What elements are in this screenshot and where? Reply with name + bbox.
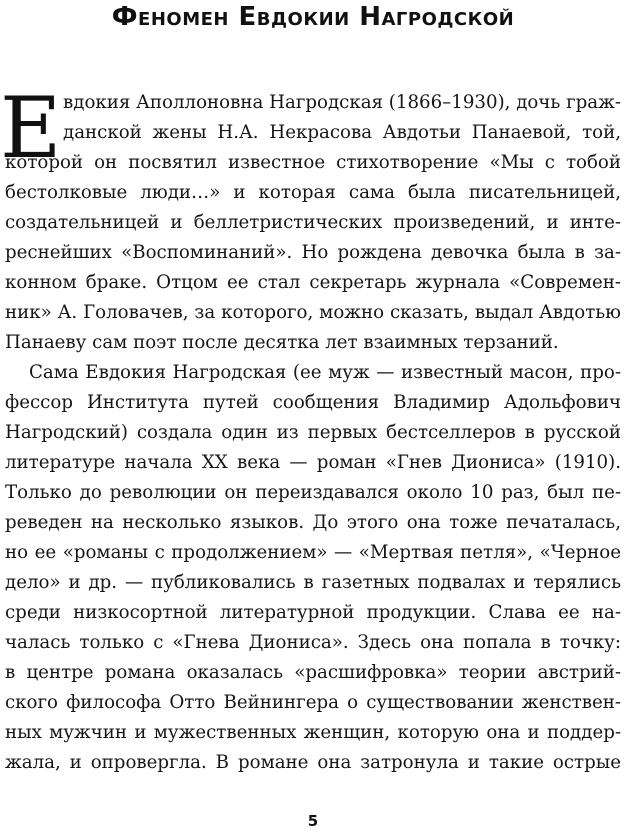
text-line: Сама Евдокия Нагродская (ее муж — известный масон, про- [29,362,621,383]
text-line: Нагродский) создала один из первых бестселлеров в русской [5,422,621,443]
text-line: чалась только с «Гнева Диониса». Здесь она попала в точку: [5,632,621,653]
text-line: ник» А. Головачев, за которого, можно сказать, выдал Авдотью [5,302,621,323]
text-line: ского философа Отто Вейнингера о существовании женствен- [5,692,621,713]
text-line: реснейших «Воспоминаний». Но рождена девочка была в за- [5,242,621,263]
page-number: 5 [307,812,319,830]
text-line: реведен на несколько языков. До этого она тоже печаталась, [5,512,621,533]
chapter-title: Феномен Евдокии Нагродской [111,2,515,32]
text-line: жала, и опровергла. В романе она затронула и такие острые [5,752,621,773]
drop-cap: Е [0,79,62,177]
text-line: среди низкосортной литературной продукции. Слава ее на- [5,602,621,623]
text-line: бестолковые люди…» и которая сама была писательницей, [5,182,621,203]
text-line: в центре романа оказалась «расшифровка» теории австрий- [5,662,621,683]
text-line: вдокия Аполлоновна Нагродская (1866–1930), дочь граж- [63,92,621,113]
text-line: фессор Института путей сообщения Владимир Адольфович [5,392,621,413]
text-line: данской жены Н.А. Некрасова Авдотьи Панаевой, той, [63,122,621,143]
paragraph-1 [5,88,621,358]
text-line: но ее «романы с продолжением» — «Мертвая петля», «Черное [5,542,621,563]
text-line: литературе начала XX века — роман «Гнев Диониса» (1910). [5,452,621,473]
text-line: Панаеву сам поэт после десятка лет взаимных терзаний. [5,332,559,353]
text-line: Только до революции он переиздавался около 10 раз, был пе- [5,482,621,503]
text-line: создательницей и беллетристических произведений, и инте- [5,212,621,233]
text-line: ных мужчин и мужественных женщин, которую она и поддер- [5,722,621,743]
text-line: которой он посвятил известное стихотворение «Мы с тобой [5,152,621,173]
text-line: конном браке. Отцом ее стал секретарь журнала «Современ- [5,272,621,293]
paragraph-2 [5,358,621,778]
text-line: дело» и др. — публиковались в газетных подвалах и терялись [5,572,621,593]
